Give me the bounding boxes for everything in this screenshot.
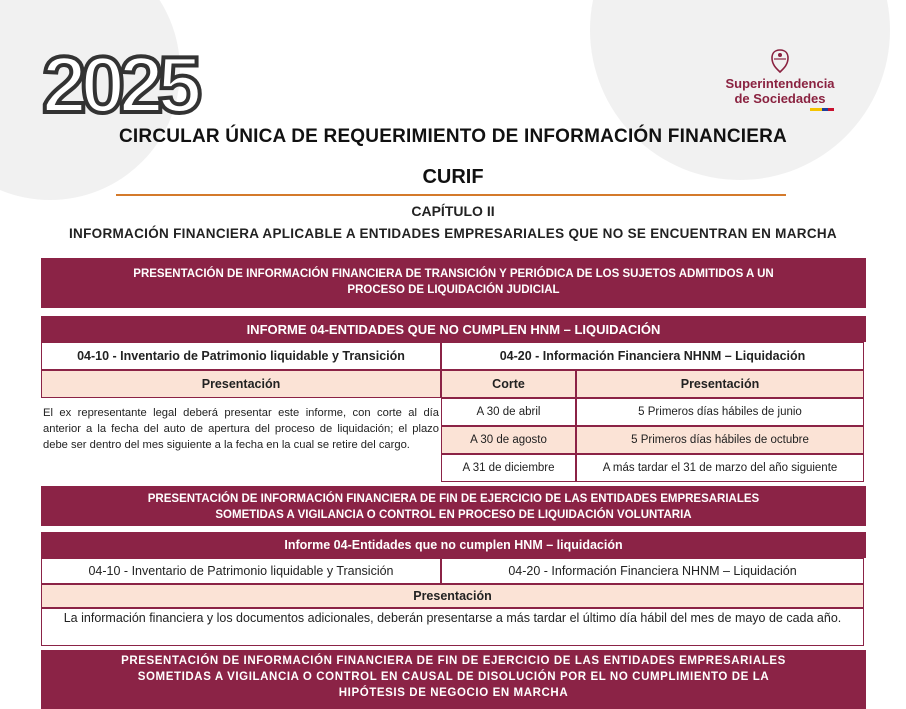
section1-report-title-text: INFORME 04-ENTIDADES QUE NO CUMPLEN HNM – LIQUIDACIÓN xyxy=(246,321,661,337)
section1-header-presentacion-right xyxy=(576,370,864,398)
section2-col-right-text: 04-20 - Información Financiera NHNM – Liquidación xyxy=(508,564,797,578)
row1-corte: A 30 de abril xyxy=(476,406,541,418)
document-title: CIRCULAR ÚNICA DE REQUERIMIENTO DE INFORMACIÓN FINANCIERA xyxy=(119,126,787,147)
logo-line2: de Sociedades xyxy=(734,91,826,106)
section1-col-left-text: 04-10 - Inventario de Patrimonio liquidable y Transición xyxy=(77,349,405,363)
svg-text:2025: 2025 xyxy=(42,40,196,120)
document-acronym: CURIF xyxy=(422,166,484,188)
table-row xyxy=(441,454,576,482)
section1-body-text-content: El ex representante legal deberá presentar este informe, con corte al día anterior a la fecha del auto de apertura del proceso de liquidación; el plazo debe ser dentro del mes siguiente a la fecha en la cual se retire del cargo. xyxy=(43,407,439,451)
section2-heading-line1: PRESENTACIÓN DE INFORMACIÓN FINANCIERA DE FIN DE EJERCICIO DE LAS ENTIDADES EMPRESARIALES xyxy=(147,493,760,505)
header-presentacion-right-text: Presentación xyxy=(680,377,760,391)
chapter-subtitle: INFORMACIÓN FINANCIERA APLICABLE A ENTIDADES EMPRESARIALES QUE NO SE ENCUENTRAN EN MARCHA xyxy=(69,226,837,241)
section1-report-title xyxy=(41,316,866,342)
section3-heading-line1: PRESENTACIÓN DE INFORMACIÓN FINANCIERA DE FIN DE EJERCICIO DE LAS ENTIDADES EMPRESARIALES xyxy=(121,655,786,667)
table-row xyxy=(576,426,864,454)
section1-heading xyxy=(41,258,866,310)
table-row xyxy=(576,454,864,482)
table-row xyxy=(441,398,576,426)
header-presentacion-left-text: Presentación xyxy=(201,377,281,391)
title-divider xyxy=(116,194,786,196)
section2-report-title xyxy=(41,532,866,558)
section1-header-corte xyxy=(441,370,576,398)
row3-corte: A 31 de diciembre xyxy=(462,462,555,474)
section3-heading-line3: HIPÓTESIS DE NEGOCIO EN MARCHA xyxy=(338,687,569,699)
section2-col-right xyxy=(441,558,864,584)
section3-heading xyxy=(41,650,866,709)
row2-presentacion: 5 Primeros días hábiles de octubre xyxy=(631,434,809,446)
section2-report-title-text: Informe 04-Entidades que no cumplen HNM – liquidación xyxy=(284,538,623,552)
section1-header-presentacion-left xyxy=(41,370,441,398)
section1-col-right-text: 04-20 - Información Financiera NHNM – Liquidación xyxy=(499,349,806,363)
section1-col-right xyxy=(441,342,864,370)
row3-presentacion: A más tardar el 31 de marzo del año siguiente xyxy=(602,462,838,474)
flag-stripe xyxy=(720,108,840,111)
section2-body-text-content: La información financiera y los documentos adicionales, deberán presentarse a más tardar el último día hábil del mes de mayo de cada año. xyxy=(63,611,842,625)
row2-corte: A 30 de agosto xyxy=(470,434,547,446)
section2-body-text xyxy=(41,608,864,646)
section1-body-text xyxy=(41,400,441,480)
table-row xyxy=(576,398,864,426)
section1-heading-line2: PROCESO DE LIQUIDACIÓN JUDICIAL xyxy=(347,284,560,296)
coat-of-arms-icon xyxy=(768,48,792,74)
row1-presentacion: 5 Primeros días hábiles de junio xyxy=(638,406,802,418)
year-graphic xyxy=(40,40,210,120)
logo xyxy=(720,48,840,111)
chapter-label: CAPÍTULO II xyxy=(411,203,495,219)
header-corte-text: Corte xyxy=(492,377,525,391)
section2-header-presentacion-text: Presentación xyxy=(413,589,492,603)
section2-col-left xyxy=(41,558,441,584)
section1-heading-line1: PRESENTACIÓN DE INFORMACIÓN FINANCIERA DE TRANSICIÓN Y PERIÓDICA DE LOS SUJETOS ADMITIDOS A UN xyxy=(133,268,774,280)
section2-col-left-text: 04-10 - Inventario de Patrimonio liquidable y Transición xyxy=(88,564,394,578)
section2-heading xyxy=(41,486,866,528)
section1-col-left xyxy=(41,342,441,370)
section2-heading-line2: SOMETIDAS A VIGILANCIA O CONTROL EN PROCESO DE LIQUIDACIÓN VOLUNTARIA xyxy=(215,509,692,521)
section3-heading-line2: SOMETIDAS A VIGILANCIA O CONTROL EN CAUSAL DE DISOLUCIÓN POR EL NO CUMPLIMIENTO DE LA xyxy=(137,671,770,683)
logo-line1: Superintendencia xyxy=(725,76,835,91)
table-row xyxy=(441,426,576,454)
section2-header-presentacion xyxy=(41,584,864,608)
